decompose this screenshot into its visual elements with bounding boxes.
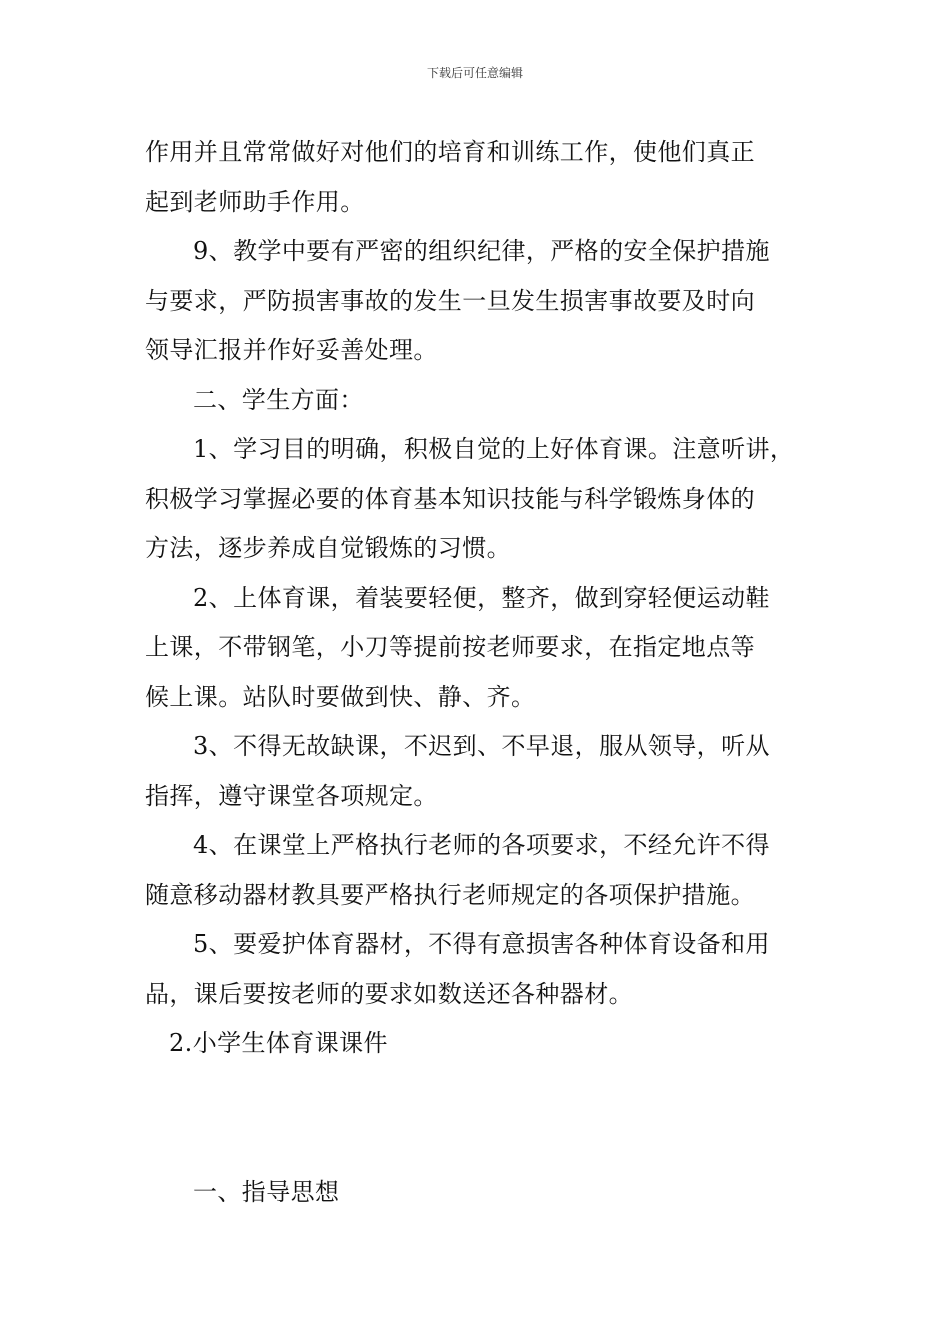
- text-line: 2、上体育课，着装要轻便，整齐，做到穿轻便运动鞋: [193, 583, 770, 612]
- section-title: 2.小学生体育课课件: [169, 1029, 388, 1057]
- text-line: 候上课。站队时要做到快、静、齐。: [145, 682, 536, 711]
- text-line: 作用并且常常做好对他们的培育和训练工作，使他们真正: [145, 138, 755, 166]
- text-line: 5、要爱护体育器材，不得有意损害各种体育设备和用: [193, 930, 770, 958]
- text-line: 1、学习目的明确，积极自觉的上好体育课。注意听讲，: [193, 435, 795, 463]
- text-line: 3、不得无故缺课，不迟到、不早退，服从领导，听从: [193, 732, 770, 760]
- text-line: 领导汇报并作好妥善处理。: [145, 336, 438, 364]
- text-line: 品，课后要按老师的要求如数送还各种器材。: [145, 979, 633, 1008]
- text-line: 4、在课堂上严格执行老师的各项要求，不经允许不得: [193, 831, 770, 859]
- section-heading: 一、指导思想: [193, 1177, 340, 1206]
- text-line: 随意移动器材教具要严格执行老师规定的各项保护措施。: [145, 880, 755, 909]
- text-line: 方法，逐步养成自觉锻炼的习惯。: [145, 534, 511, 562]
- page-header: 下载后可任意编辑: [426, 66, 523, 80]
- text-line: 指挥，遵守课堂各项规定。: [145, 781, 438, 810]
- text-line: 9、教学中要有严密的组织纪律，严格的安全保护措施: [193, 237, 770, 265]
- document-body: [145, 128, 825, 1217]
- text-line: 积极学习掌握必要的体育基本知识技能与科学锻炼身体的: [145, 484, 755, 513]
- text-line: 起到老师助手作用。: [145, 187, 365, 216]
- section-heading: 二、学生方面：: [193, 385, 364, 414]
- text-line: 与要求，严防损害事故的发生一旦发生损害事故要及时向: [145, 286, 755, 315]
- text-line: 上课，不带钢笔，小刀等提前按老师要求，在指定地点等: [145, 633, 755, 661]
